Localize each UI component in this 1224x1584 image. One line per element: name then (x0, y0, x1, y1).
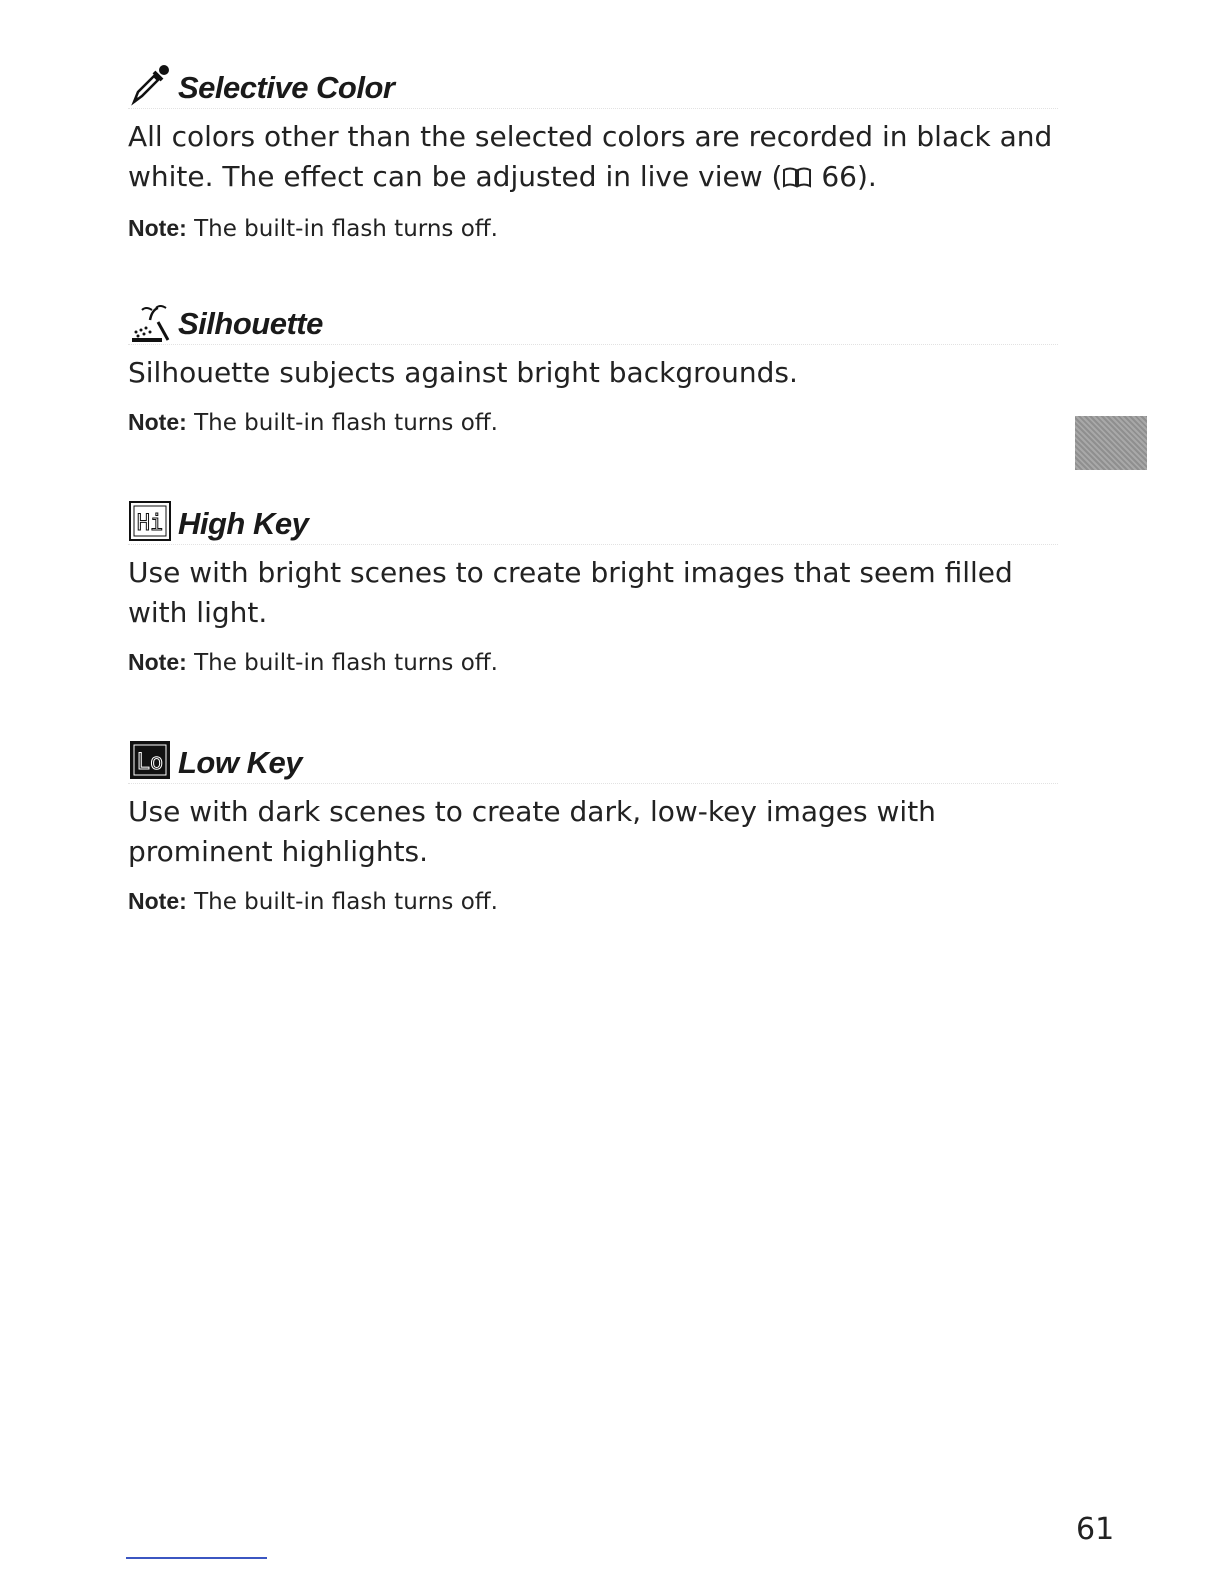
section-title: High Key (178, 506, 309, 541)
high-key-icon (128, 498, 172, 542)
note-label: Note: (128, 888, 187, 914)
section-low-key (128, 733, 1058, 917)
note-text: The built-in flash turns off. (186, 889, 498, 915)
note-text: The built-in flash turns off. (186, 216, 498, 242)
note-label: Note: (128, 409, 187, 435)
section-heading (128, 733, 1058, 784)
section-silhouette (128, 294, 1058, 438)
footer-rule (126, 1557, 267, 1559)
section-heading (128, 58, 1058, 109)
section-description: All colors other than the selected colors are recorded in black and white. The effect can be adjusted in live view ( 66). (128, 117, 1058, 199)
page-number: 61 (1076, 1512, 1115, 1547)
section-note (128, 213, 1058, 244)
section-description: Use with bright scenes to create bright images that seem filled with light. (128, 556, 1013, 629)
section-description: Use with dark scenes to create dark, low-key images with prominent highlights. (128, 795, 936, 868)
page-reference[interactable]: 66 (821, 160, 857, 193)
section-title: Low Key (178, 745, 302, 780)
book-icon (782, 159, 812, 199)
section-note (128, 886, 1058, 917)
svg-text:Lo: Lo (136, 750, 164, 775)
note-label: Note: (128, 649, 187, 675)
section-note (128, 647, 1058, 678)
section-description: Silhouette subjects against bright backgrounds. (128, 356, 798, 389)
section-note (128, 407, 1058, 438)
note-text: The built-in flash turns off. (186, 410, 498, 436)
section-high-key (128, 494, 1058, 678)
section-heading (128, 294, 1058, 345)
low-key-icon (128, 737, 172, 781)
section-heading (128, 494, 1058, 545)
section-title: Silhouette (178, 306, 323, 341)
note-label: Note: (128, 215, 187, 241)
note-text: The built-in flash turns off. (186, 650, 498, 676)
svg-text:Hi: Hi (136, 511, 164, 536)
section-title: Selective Color (178, 70, 395, 105)
chapter-thumb-tab (1075, 416, 1147, 470)
silhouette-icon (128, 298, 172, 342)
eyedropper-icon (128, 62, 172, 106)
section-selective-color (128, 58, 1058, 244)
